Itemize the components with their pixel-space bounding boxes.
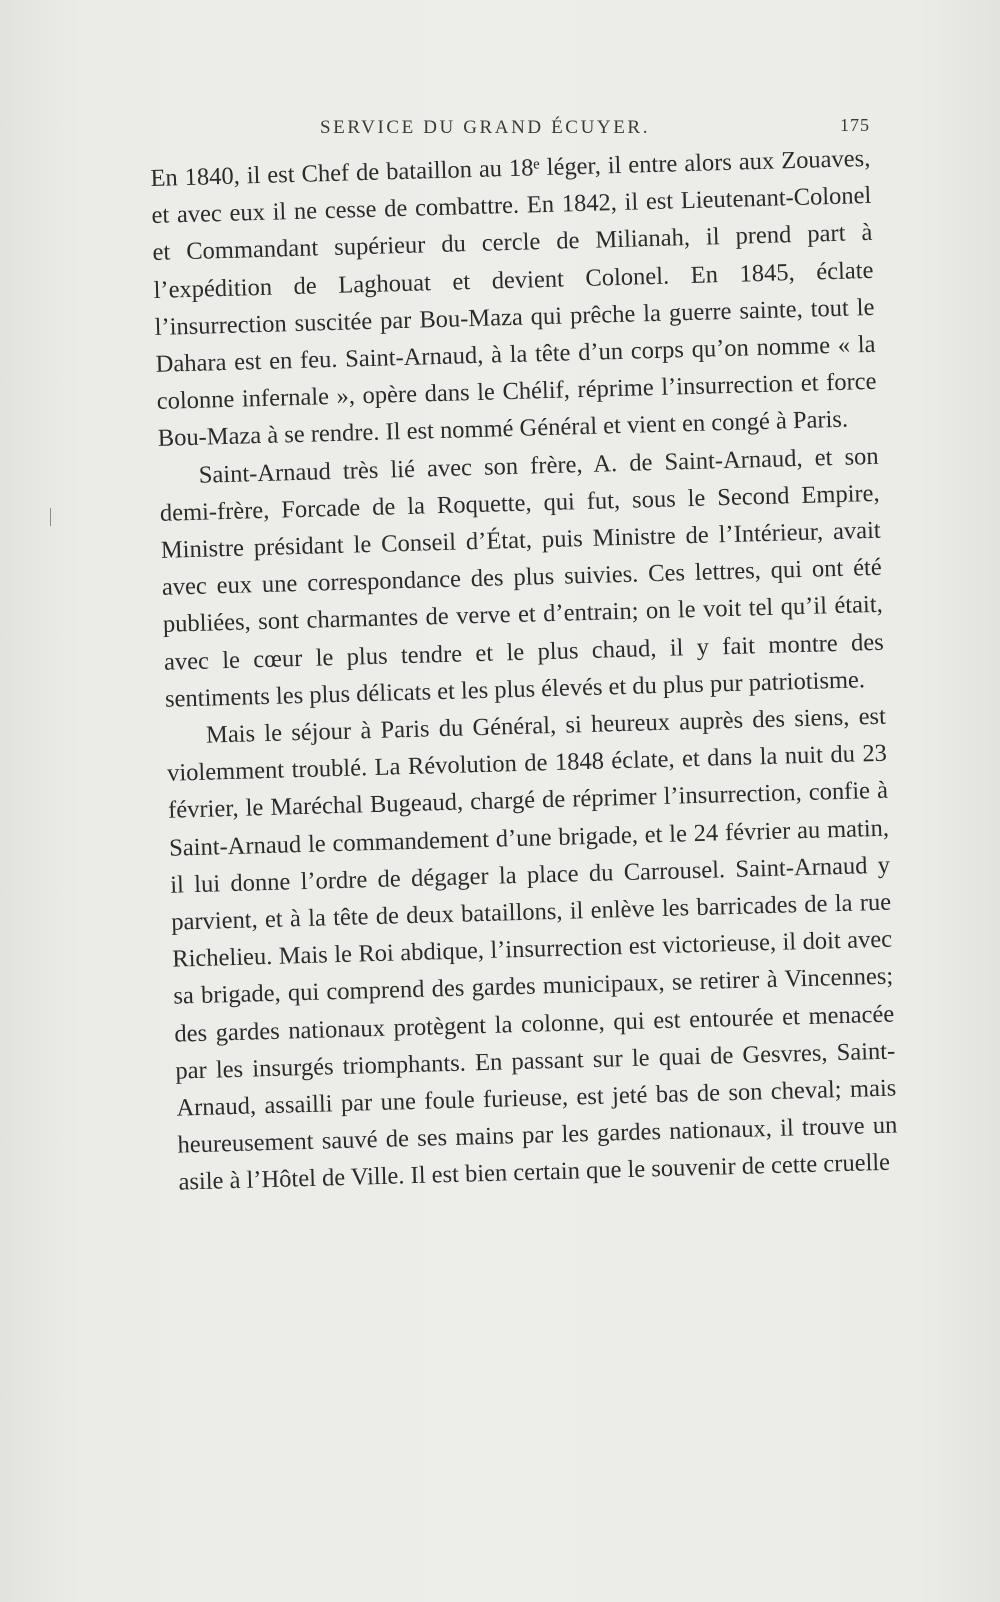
- paragraph-2: Saint-Arnaud très lié avec son frère, A. de Saint-Arnaud, et son demi-frère, Forcade de la Roquette, qui fut, sous le Second Empire, Ministre présidant le Conseil d’État, puis Ministre de l’Intérieur, avait avec eux une correspondance des plus suivies. Ces lettres, qui ont été publiées, sont charmantes de verve et d’entrain; on le voit tel qu’il était, avec le cœur le plus tendre et le plus chaud, il y fait montre des sentiments les plus délicats et les plus élevés et du plus pur patriotisme.: [159, 442, 885, 713]
- paragraph-3: Mais le séjour à Paris du Général, si heureux auprès des siens, est violemment troublé. La Révolution de 1848 éclate, et dans la nuit du 23 février, le Maréchal Bugeaud, chargé de réprimer l’insurrection, confie à Saint-Arnaud le commandement d’une brigade, et le 24 février au matin, il lui donne l’ordre de dégager la place du Carrousel. Saint-Arnaud y parvient, et à la tête de deux bataillons, il enlève les barricades de la rue Richelieu. Mais le Roi abdique, l’insurrection est victorieuse, il doit avec sa brigade, qui comprend des gardes municipaux, se retirer à Vincennes; des gardes nationaux protègent la colonne, qui est entourée et menacée par les insurgés triomphants. En passant sur le quai de Gesvres, Saint-Arnaud, assailli par une foule furieuse, est jeté bas de son cheval; mais heureusement sauvé de ses mains par les gardes nationaux, il trouve un asile à l’Hôtel de Ville. Il est bien certain que le souvenir de cette cruelle: [166, 702, 898, 1197]
- paragraph-1: En 1840, il est Chef de bataillon au 18ᵉ léger, il entre alors aux Zouaves, et avec eux il ne cesse de combattre. En 1842, il est Lieutenant-Colonel et Commandant supérieur du cercle de Milianah, il prend part à l’expédition de Laghouat et devient Colonel. En 1845, éclate l’insurrection suscitée par Bou-Maza qui prêche la guerre sainte, tout le Dahara est en feu. Saint-Arnaud, à la tête d’un corps qu’on nomme « la colonne infernale », opère dans le Chélif, réprime l’insurrection et force Bou-Maza à se rendre. Il est nommé Général et vient en congé à Paris.: [150, 144, 877, 453]
- running-head: [150, 113, 870, 143]
- running-title: SERVICE DU GRAND ÉCUYER.: [320, 117, 651, 138]
- margin-mark: [50, 508, 51, 526]
- page-number: 175: [840, 115, 870, 135]
- body-text: [150, 140, 899, 1201]
